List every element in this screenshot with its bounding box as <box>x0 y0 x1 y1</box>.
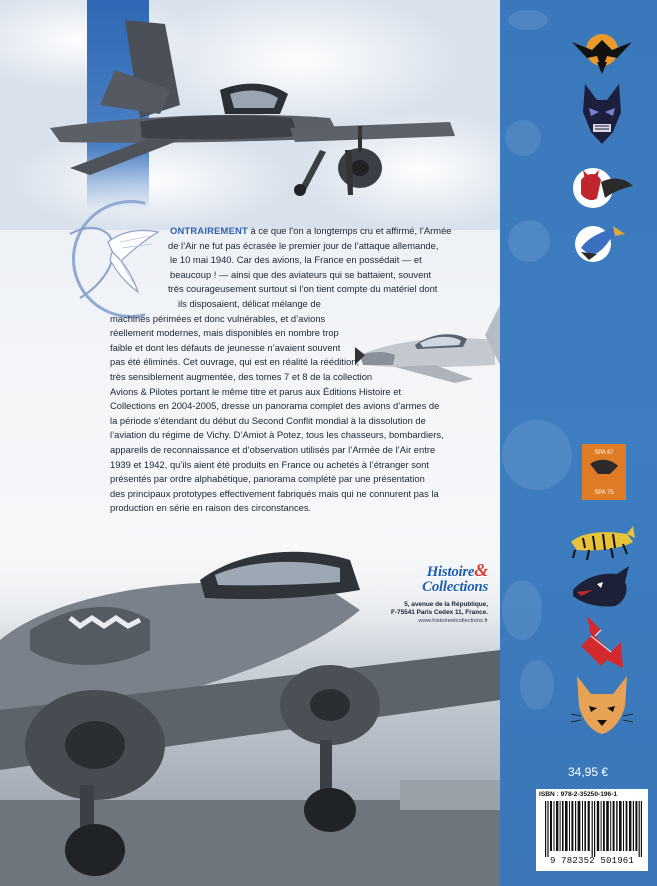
ghost-insignia <box>520 660 554 710</box>
text-line: ils disposaient, délicat mélange de <box>178 297 321 309</box>
publisher-address-line-1: 5, avenue de la République, <box>404 601 488 608</box>
badge-top-text: SPA 67 <box>594 450 614 456</box>
text-line: Collections en 2004-2005, dresse un panorama complet des avions d’armes de <box>110 400 440 412</box>
text-line: appareils de reconnaissance et d’observation utilisés par l’Armée de l’Air entre <box>110 443 436 455</box>
origami-insignia-icon <box>567 612 637 672</box>
badge-bottom-text: SPA 75 <box>594 490 614 496</box>
mask-insignia-icon <box>567 82 637 147</box>
shield-insignia-icon <box>582 444 626 500</box>
text-line: réellement modernes, mais disponibles en nombre trop <box>110 327 339 339</box>
devil-insignia-icon <box>567 158 637 218</box>
back-cover-description <box>110 224 452 516</box>
text-line: Avions & Pilotes portant le même titre et parus aux Éditions Histoire et <box>110 385 402 397</box>
ghost-insignia <box>508 220 550 262</box>
fox-insignia-icon <box>567 672 637 738</box>
text-line: présentés par ordre alphabétique, panorama complété par une présentation <box>110 473 425 485</box>
barcode-icon <box>545 801 642 857</box>
text-line: l’aviation du régime de Vichy. D’Amiot à Potez, tous les chasseurs, bombardiers, <box>110 429 444 441</box>
text-line: ONTRAIREMENT à ce que l’on a longtemps cru et affirmé, l’Armée <box>170 225 452 236</box>
eagle-insignia-icon <box>567 22 637 82</box>
bird-insignia-icon <box>567 212 637 272</box>
text-line: production en série en raison des circonstances. <box>110 502 312 514</box>
text-line: machines périmées et donc vulnérables, et d’avions <box>110 312 326 324</box>
publisher-logo: Histoire& Collections <box>422 560 488 595</box>
ghost-insignia <box>502 420 572 490</box>
publisher-block <box>368 560 488 625</box>
barcode-number: 9 782352 501961 <box>549 856 634 866</box>
wolf-insignia-icon <box>567 560 637 620</box>
text-line: pas été éliminés. Cet ouvrage, qui est en réalité la réédition, <box>110 356 360 368</box>
fighter-aircraft-photo-top <box>30 10 470 210</box>
ghost-insignia <box>508 10 548 30</box>
publisher-website: www.histoireetcollections.fr <box>418 618 488 625</box>
text-line: faible et dont les défauts de jeunesse n’avaient souvent <box>110 341 341 353</box>
price-label: 34,95 € <box>568 765 609 779</box>
publisher-address-line-2: F-75541 Paris Cedex 11, France. <box>391 609 488 617</box>
text-line: la période s’étendant du début du Second Conflit mondial à la dissolution de <box>110 414 426 426</box>
text-line: beaucoup ! — ainsi que des aviateurs qui se battaient, souvent <box>170 268 432 280</box>
text-line: de l’Air ne fut pas écrasée le premier jour de l’attaque allemande, <box>168 239 439 251</box>
text-line: très sensiblement augmentée, des tomes 7 et 8 de la collection <box>110 370 373 382</box>
isbn-label: ISBN : 978-2-35250-196-1 <box>539 791 618 798</box>
text-line: le 10 mai 1940. Car des avions, la France en possédait — et <box>170 254 422 266</box>
text-line: des principaux prototypes effectivement fabriqués mais qui ne connurent pas la <box>110 487 439 499</box>
isbn-barcode-panel <box>536 789 648 871</box>
ghost-insignia <box>502 580 542 640</box>
text-line: 1939 et 1942, qu’ils aient été produits en France ou achetés à l’étranger sont <box>110 458 429 470</box>
ghost-insignia <box>505 120 541 156</box>
lead-word: ONTRAIREMENT <box>170 225 248 236</box>
text-line: très courageusement surtout si l’on tient compte du matériel dont <box>168 283 438 295</box>
